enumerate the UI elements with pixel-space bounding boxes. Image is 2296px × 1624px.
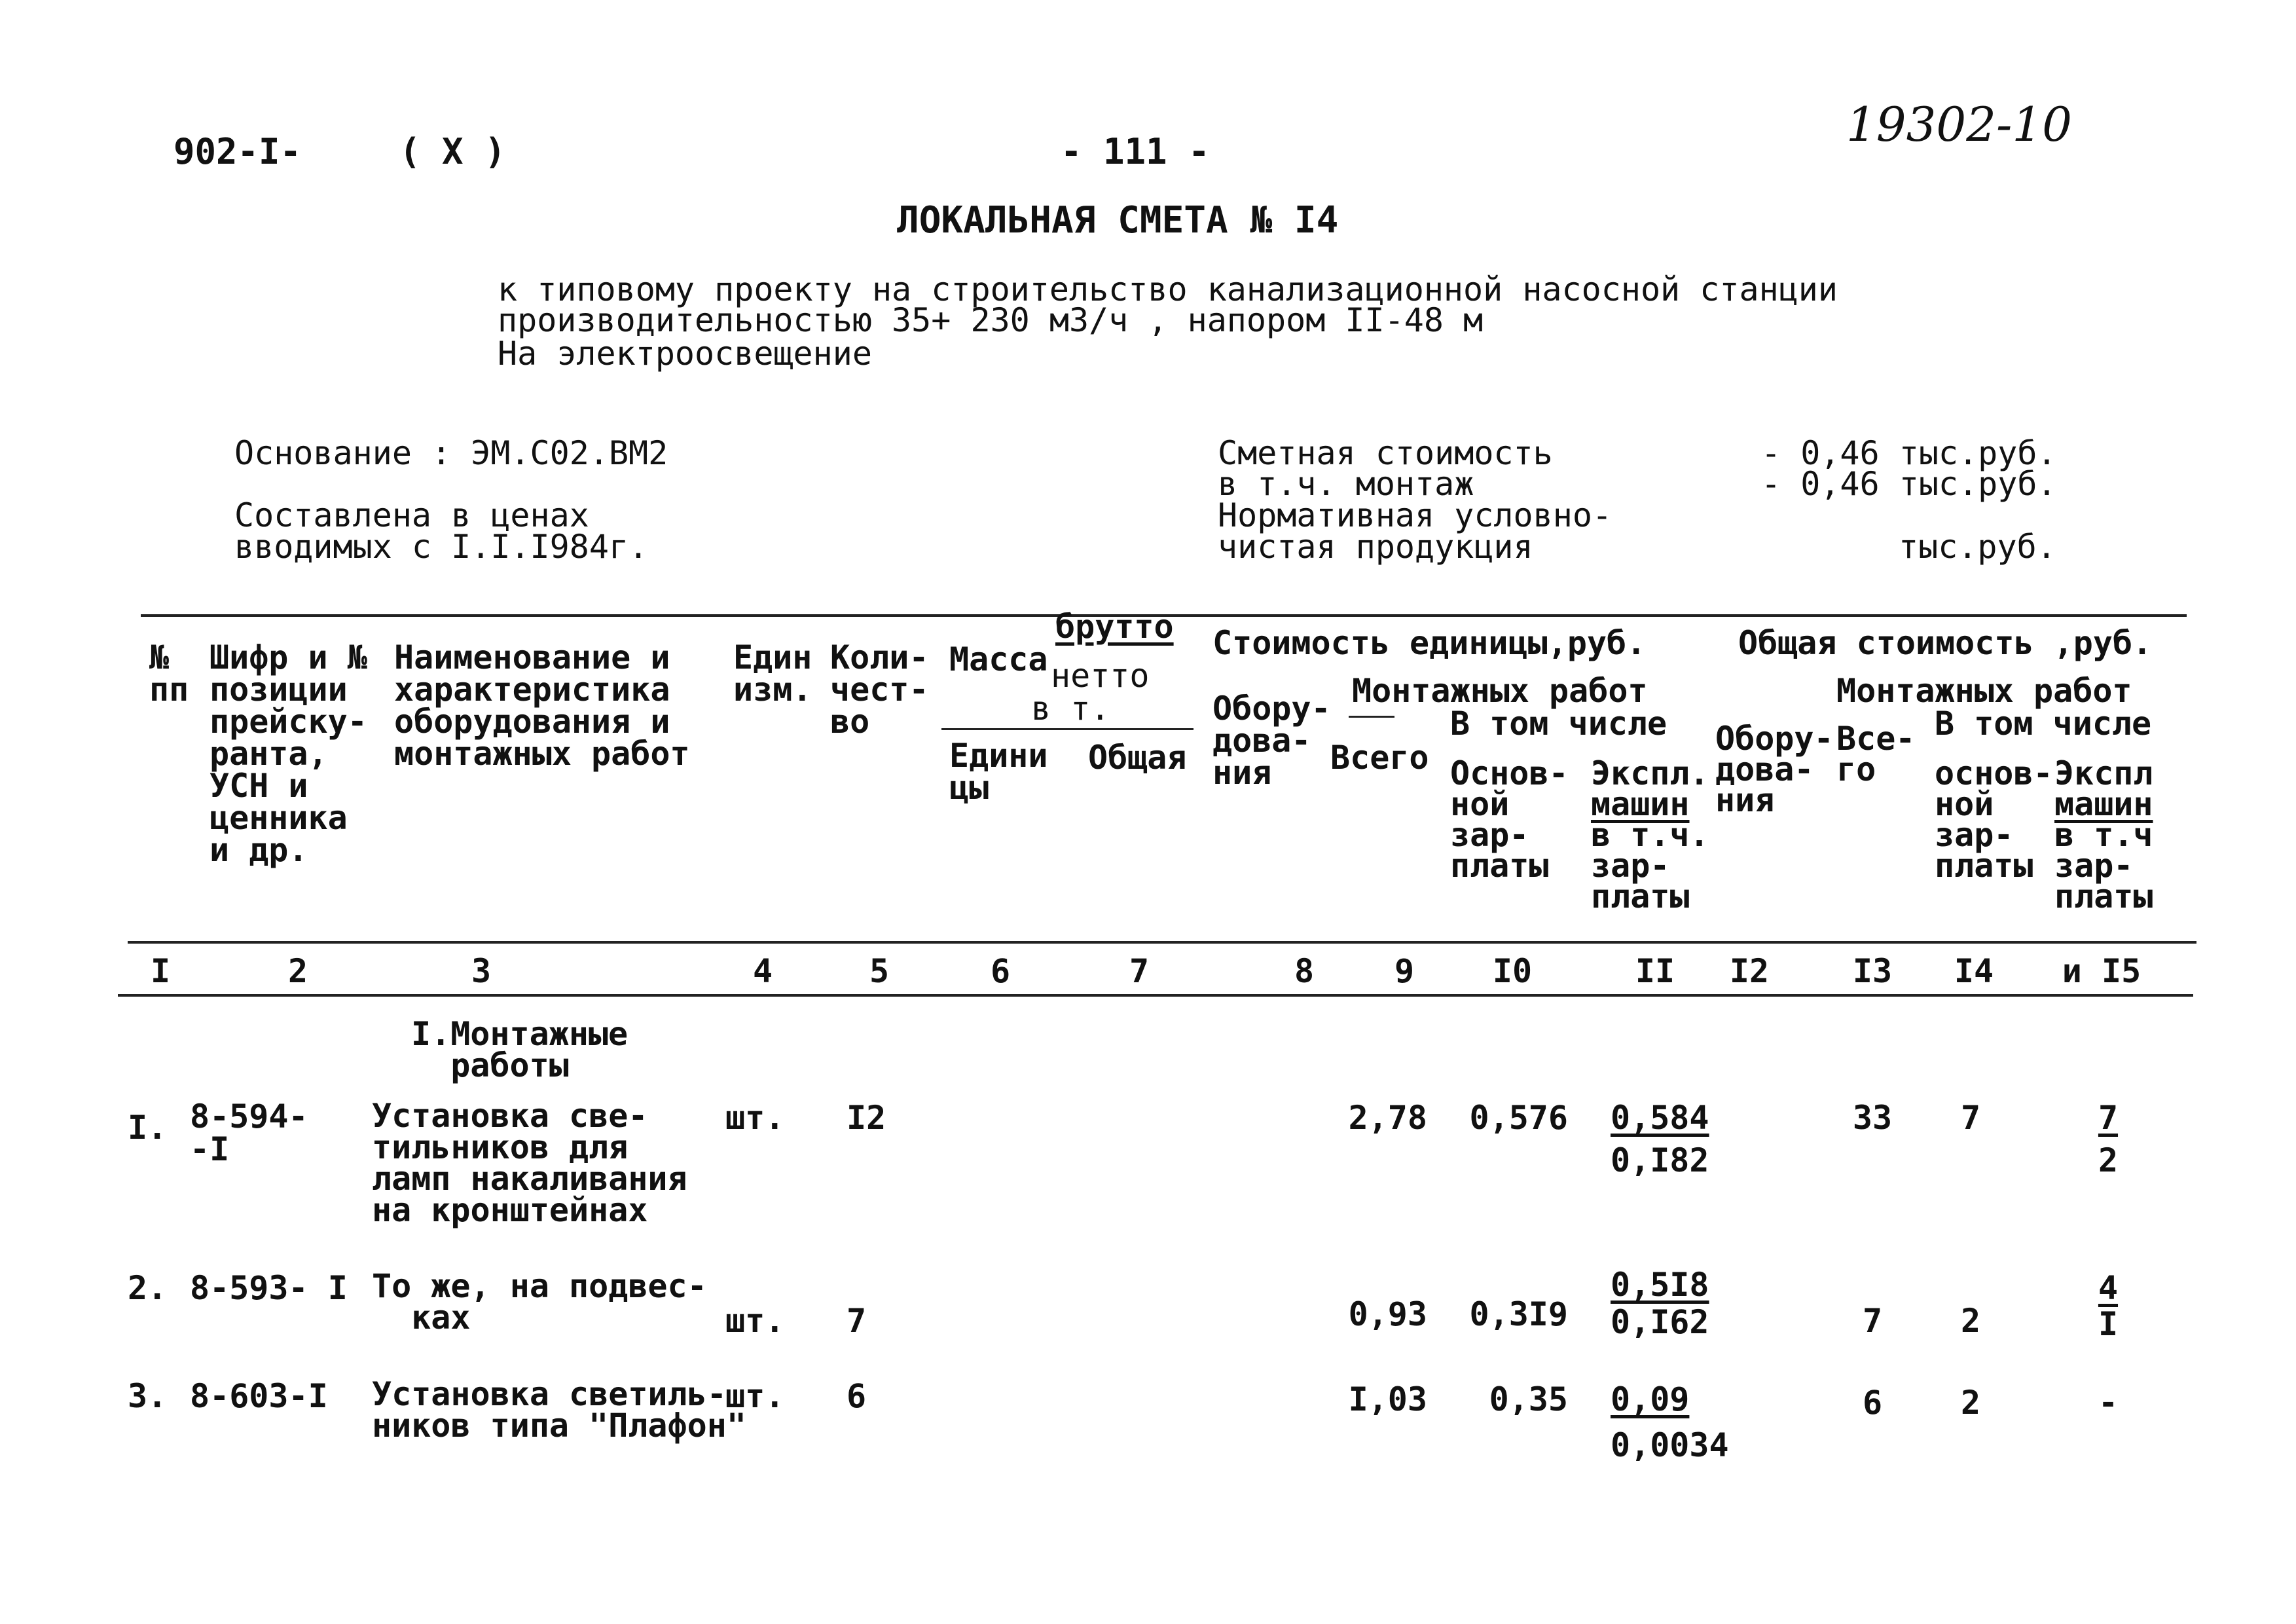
header-col-5: Коли- чест- во	[830, 638, 929, 741]
row-3-name: Установка светиль- ников типа "Плафон"	[372, 1375, 746, 1445]
section-heading: I.Монтажные работы	[411, 1015, 629, 1084]
mount-dash-rule	[1349, 716, 1394, 718]
project-code: 902-I-	[173, 131, 302, 172]
row-2-base-salary-unit: 0,3I9	[1469, 1295, 1568, 1333]
header-machines-unit-mid: машин	[1591, 785, 1690, 823]
col-number-9: 9	[1394, 952, 1415, 990]
row-2-machines-salary-unit: 0,I62	[1611, 1303, 1709, 1341]
row-3-total-unit: I,03	[1348, 1380, 1427, 1418]
header-machines-unit-rest: в т.ч. зар- платы	[1591, 816, 1709, 915]
column-numbers-rule	[118, 994, 2193, 997]
header-total-unit: Всего	[1330, 739, 1429, 777]
col-number-15: и I5	[2062, 952, 2141, 990]
row-2-base-salary-total: 2	[1960, 1302, 1981, 1340]
header-equipment-total: Обору- дова- ния	[1715, 720, 1834, 819]
col-number-13: I3	[1852, 952, 1893, 990]
estimated-cost-value: - 0,46 тыс.руб.	[1761, 434, 2057, 472]
row-1-name: Установка све- тильников для ламп накаливания на кронштейнах	[372, 1097, 687, 1229]
row-3-code: 8-603-I	[190, 1377, 328, 1415]
page-number: - 111 -	[1061, 131, 1210, 172]
col-number-4: 4	[752, 952, 773, 990]
col-number-5: 5	[869, 952, 890, 990]
header-machines-total-rest: в т.ч зар- платы	[2054, 816, 2153, 915]
header-total-total: Все- го	[1836, 720, 1916, 788]
row-1-base-salary-unit: 0,576	[1469, 1099, 1568, 1137]
row-3-machines-total: -	[2098, 1384, 2119, 1422]
row-3-machines-unit: 0,09	[1611, 1380, 1690, 1418]
header-machines-total-mid: машин	[2054, 785, 2153, 823]
row-3-machines-salary-unit: 0,0034	[1611, 1426, 1729, 1464]
row-1-machines-salary-total: 2	[2098, 1141, 2119, 1179]
row-3-total: 6	[1862, 1384, 1883, 1422]
row-1-machines-unit: 0,584	[1611, 1099, 1709, 1137]
row-3-quantity: 6	[847, 1377, 867, 1415]
col-number-14: I4	[1954, 952, 1994, 990]
col-number-11: II	[1635, 952, 1675, 990]
row-1-total: 33	[1852, 1099, 1893, 1137]
col-number-2: 2	[287, 952, 308, 990]
row-2-machines-total: 4	[2098, 1269, 2119, 1307]
subtitle-line-1: к типовому проекту на строительство канализационной насосной станции	[498, 270, 1838, 308]
col-number-1: I	[150, 952, 171, 990]
volume-number: ( X )	[399, 131, 506, 172]
normative-value: тыс.руб.	[1899, 528, 2056, 566]
normative-label-line-1: Нормативная условно-	[1218, 496, 1613, 534]
header-total-mass: Общая	[1088, 739, 1187, 777]
header-col-1: № пп	[149, 638, 189, 709]
document-title: ЛОКАЛЬНАЯ СМЕТА № I4	[897, 199, 1339, 242]
header-col-2: Шифр и № позиции прейску- ранта, УСН и ценника и др.	[210, 638, 367, 869]
header-bottom-rule	[128, 941, 2196, 944]
row-2-number: 2.	[128, 1269, 168, 1307]
row-1-machines-salary-unit: 0,I82	[1611, 1141, 1709, 1179]
mass-divider-rule	[941, 728, 1194, 730]
header-total-cost: Общая стоимость ,руб.	[1738, 624, 2153, 662]
subtitle-line-2: производительностью 35+ 230 м3/ч , напором II-48 м	[498, 301, 1484, 339]
col-number-8: 8	[1294, 952, 1315, 990]
header-col-3: Наименование и характеристика оборудования и монтажных работ	[394, 638, 690, 773]
row-1-quantity: I2	[847, 1099, 886, 1137]
row-1-number: I.	[128, 1109, 168, 1147]
row-2-machines-unit: 0,5I8	[1611, 1266, 1709, 1304]
header-brutto: брутто	[1055, 608, 1174, 646]
header-unit-mass: Едини цы	[949, 737, 1048, 807]
prices-line-2: вводимых с I.I.I984г.	[234, 528, 649, 566]
header-machines-unit-top: Экспл.	[1591, 754, 1709, 792]
header-incl-unit: В том числе	[1450, 705, 1667, 743]
estimated-cost-label: Сметная стоимость	[1218, 434, 1553, 472]
header-netto: нетто	[1051, 657, 1150, 695]
row-2-machines-salary-total: I	[2098, 1305, 2119, 1343]
header-col-4: Един изм.	[733, 638, 812, 709]
header-base-salary-unit: Основ- ной зар- платы	[1450, 754, 1569, 885]
mounting-cost-value: - 0,46 тыс.руб.	[1761, 465, 2057, 503]
archive-stamp: 19302-10	[1846, 97, 2072, 152]
col-number-3: 3	[471, 952, 492, 990]
row-3-number: 3.	[128, 1377, 168, 1415]
col-number-7: 7	[1129, 952, 1150, 990]
row-2-unit: шт.	[725, 1302, 785, 1340]
row-2-quantity: 7	[847, 1302, 867, 1340]
row-3-base-salary-total: 2	[1960, 1384, 1981, 1422]
col-number-6: 6	[990, 952, 1011, 990]
col-number-12: I2	[1729, 952, 1770, 990]
subtitle-line-3: На электроосвещение	[498, 335, 872, 373]
header-in-tons: в т.	[1031, 690, 1110, 728]
basis-reference: Основание : ЭМ.С02.ВМ2	[234, 434, 668, 472]
header-mounting-total: Монтажных работ	[1836, 672, 2132, 710]
mounting-cost-label: в т.ч. монтаж	[1218, 465, 1474, 503]
row-1-machines-total: 7	[2098, 1099, 2119, 1137]
row-3-unit: шт.	[725, 1377, 785, 1415]
header-equipment-unit: Обору- дова- ния	[1212, 690, 1331, 792]
row-2-name: То же, на подвес- ках	[372, 1267, 707, 1337]
row-2-code: 8-593- I	[190, 1269, 348, 1307]
row-1-code: 8-594- -I	[190, 1098, 308, 1168]
row-1-unit: шт.	[725, 1099, 785, 1137]
header-machines-total-top: Экспл	[2054, 754, 2153, 792]
header-incl-total: В том числе	[1935, 705, 2152, 743]
row-1-base-salary-total: 7	[1960, 1099, 1981, 1137]
row-3-base-salary-unit: 0,35	[1489, 1380, 1568, 1418]
row-2-total: 7	[1862, 1302, 1883, 1340]
row-1-total-unit: 2,78	[1348, 1099, 1427, 1137]
prices-line-1: Составлена в ценах	[234, 496, 589, 534]
header-base-salary-total: основ- ной зар- платы	[1935, 754, 2053, 885]
header-mass: Масса	[949, 640, 1048, 678]
header-unit-cost: Стоимость единицы,руб.	[1212, 624, 1647, 662]
header-mounting-unit: Монтажных работ	[1352, 672, 1648, 710]
col-number-10: I0	[1492, 952, 1533, 990]
normative-label-line-2: чистая продукция	[1218, 528, 1533, 566]
row-2-total-unit: 0,93	[1348, 1295, 1427, 1333]
